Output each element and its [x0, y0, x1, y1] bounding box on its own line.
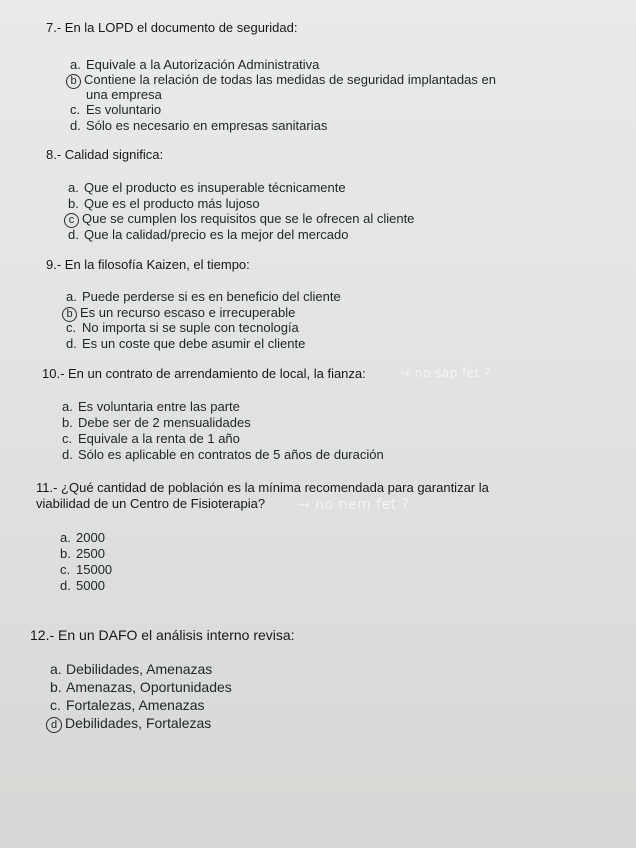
selected-mark: b	[66, 74, 81, 89]
option-a[interactable]: a. 2000	[60, 530, 105, 545]
option-c[interactable]: c. Es voluntario	[70, 102, 162, 117]
option-b-continued: una empresa	[86, 87, 162, 102]
question-stem: 8.- Calidad significa:	[46, 147, 164, 162]
option-a[interactable]: a. Es voluntaria entre las parte	[62, 399, 240, 414]
option-a[interactable]: a. Puede perderse si es en beneficio del cliente	[66, 289, 341, 304]
option-b[interactable]: b. Amenazas, Oportunidades	[50, 679, 232, 695]
option-d[interactable]: d. Es un coste que debe asumir el cliente	[66, 336, 306, 351]
option-b[interactable]: b. Que es el producto más lujoso	[68, 196, 260, 211]
option-d-selected[interactable]: d Debilidades, Fortalezas	[46, 716, 211, 733]
option-d[interactable]: d. 5000	[60, 578, 105, 593]
question-stem: 10.- En un contrato de arrendamiento de local, la fianza:	[42, 366, 366, 381]
option-d[interactable]: d. Sólo es necesario en empresas sanitarias	[70, 118, 328, 133]
option-b[interactable]: b. 2500	[60, 546, 105, 561]
question-stem: 12.- En un DAFO el análisis interno revisa:	[30, 627, 295, 643]
option-c[interactable]: c. 15000	[60, 562, 113, 577]
question-stem: 11.- ¿Qué cantidad de población es la mínima recomendada para garantizar la	[36, 480, 489, 495]
option-a[interactable]: a. Equivale a la Autorización Administrativa	[70, 57, 320, 72]
option-c[interactable]: c. No importa si se suple con tecnología	[66, 320, 299, 335]
selected-mark: d	[46, 717, 62, 733]
option-a[interactable]: a. Debilidades, Amenazas	[50, 661, 213, 677]
option-d[interactable]: d. Que la calidad/precio es la mejor del mercado	[68, 227, 349, 242]
option-a[interactable]: a. Que el producto es insuperable técnicamente	[68, 180, 346, 195]
handwritten-note: → no nem fet ?	[298, 497, 410, 513]
option-c[interactable]: c. Equivale a la renta de 1 año	[62, 431, 240, 446]
selected-mark: c	[64, 213, 79, 228]
question-stem-continued: viabilidad de un Centro de Fisioterapia?	[36, 496, 266, 511]
option-c-selected[interactable]: c Que se cumplen los requisitos que se le ofrecen al cliente	[64, 211, 414, 228]
handwritten-note: → no sap fet ?	[400, 366, 492, 380]
option-b-selected[interactable]: b Contiene la relación de todas las medidas de seguridad implantadas en	[66, 72, 496, 89]
option-c[interactable]: c. Fortalezas, Amenazas	[50, 697, 205, 713]
selected-mark: b	[62, 307, 77, 322]
question-stem: 7.- En la LOPD el documento de seguridad:	[46, 20, 298, 35]
question-stem: 9.- En la filosofía Kaizen, el tiempo:	[46, 257, 250, 272]
option-b-selected[interactable]: b Es un recurso escaso e irrecuperable	[62, 305, 295, 322]
option-b[interactable]: b. Debe ser de 2 mensualidades	[62, 415, 251, 430]
option-d[interactable]: d. Sólo es aplicable en contratos de 5 años de duración	[62, 447, 384, 462]
